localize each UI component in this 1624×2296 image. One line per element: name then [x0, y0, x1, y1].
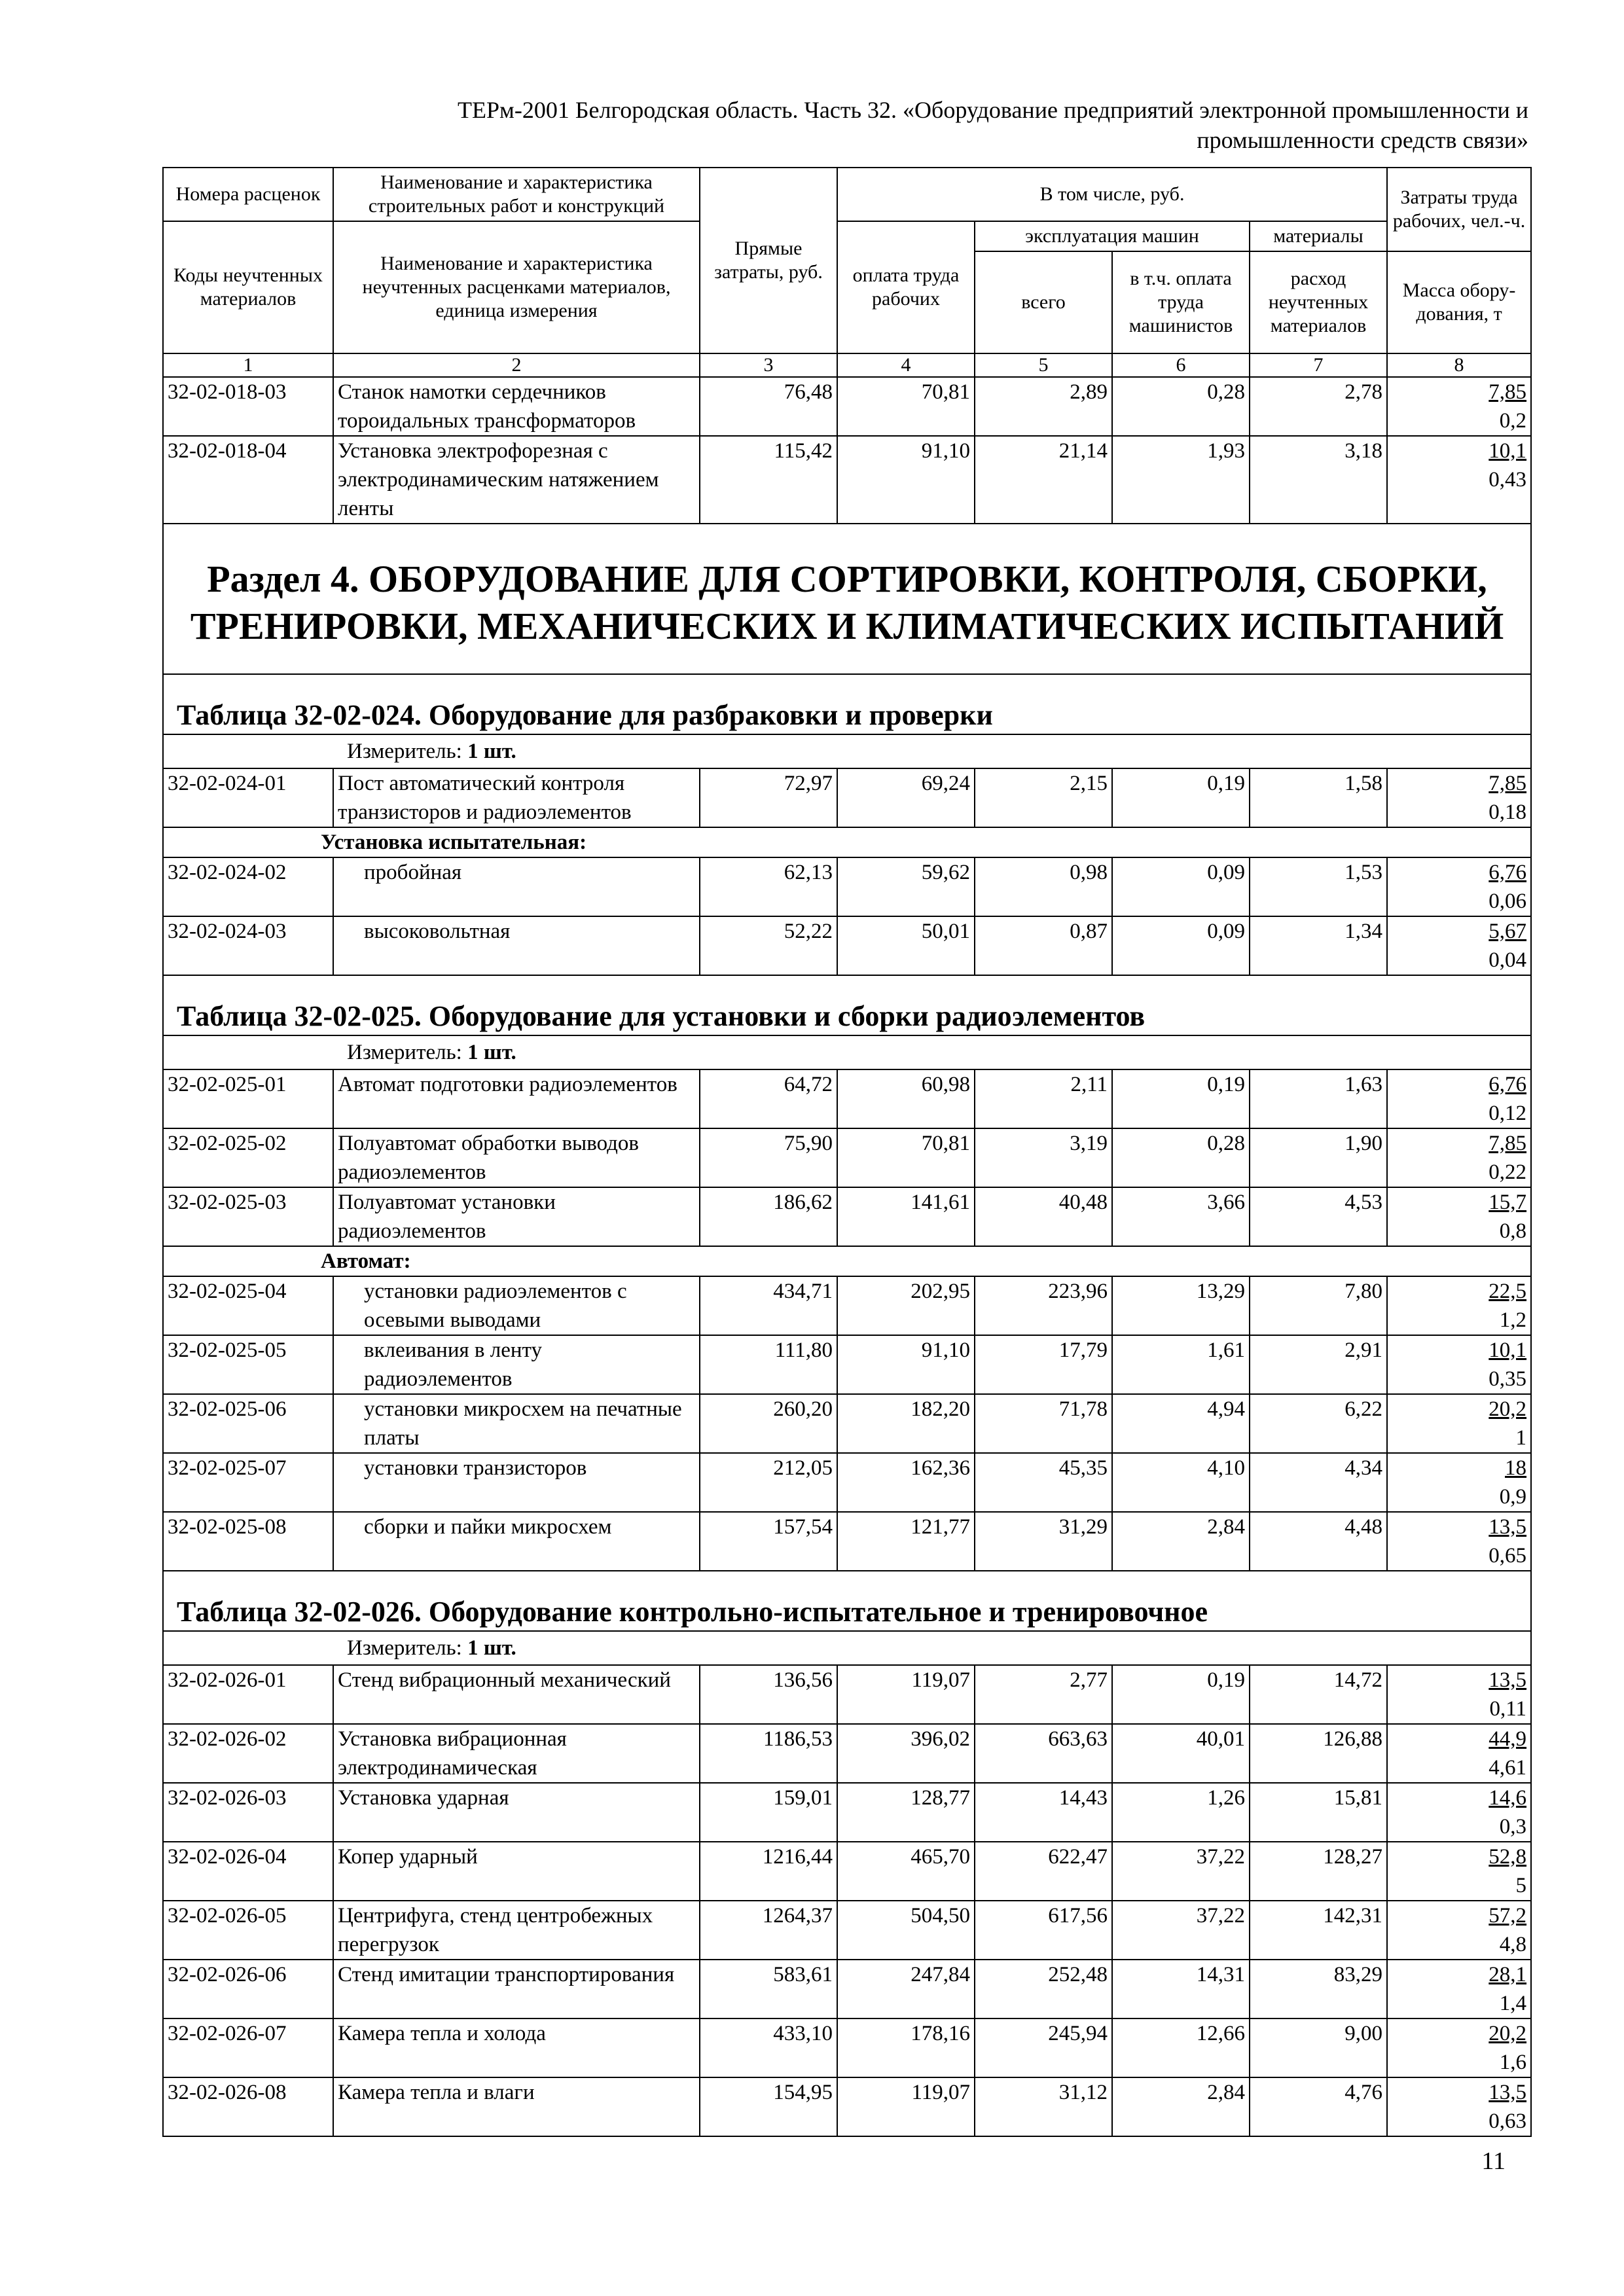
rate-code: 32-02-025-05 — [163, 1335, 333, 1394]
mass-value: 0,65 — [1489, 1544, 1527, 1568]
rate-row — [163, 1724, 1531, 1783]
rate-code: 32-02-025-08 — [163, 1512, 333, 1571]
wages: 465,70 — [837, 1842, 975, 1901]
materials-cost: 142,31 — [1250, 1901, 1387, 1960]
machines-total: 223,96 — [975, 1276, 1112, 1335]
operators-wages: 40,01 — [1112, 1724, 1250, 1783]
rate-name: Камера тепла и влаги — [333, 2077, 700, 2136]
materials-cost: 128,27 — [1250, 1842, 1387, 1901]
col-header-6: в т.ч. оплата труда машинистов — [1112, 251, 1250, 353]
rate-name: Пост автоматический контроля транзисторов и радиоэлементов — [333, 768, 700, 827]
table-header — [163, 168, 1531, 377]
mass-value: 4,8 — [1499, 1933, 1527, 1956]
machines-total: 21,14 — [975, 436, 1112, 524]
operators-wages: 0,09 — [1112, 857, 1250, 916]
materials-cost: 15,81 — [1250, 1783, 1387, 1842]
rate-name: Полуавтомат обработки выводов радиоэлементов — [333, 1128, 700, 1187]
materials-cost: 1,58 — [1250, 768, 1387, 827]
rate-name: Установка электрофорезная с электродинамическим натяжением ленты — [333, 436, 700, 524]
mass-value: 1,2 — [1499, 1308, 1527, 1332]
labor-and-mass — [1387, 1276, 1531, 1335]
machines-total: 45,35 — [975, 1453, 1112, 1512]
machines-total: 245,94 — [975, 2018, 1112, 2077]
rate-name: Копер ударный — [333, 1842, 700, 1901]
direct-cost: 72,97 — [700, 768, 837, 827]
operators-wages: 2,84 — [1112, 1512, 1250, 1571]
rate-code: 32-02-026-08 — [163, 2077, 333, 2136]
col-number: 5 — [975, 353, 1112, 377]
rate-code: 32-02-024-03 — [163, 916, 333, 975]
rate-code: 32-02-026-02 — [163, 1724, 333, 1783]
rate-row — [163, 2018, 1531, 2077]
col-header-materials: материалы — [1250, 221, 1387, 251]
col-header-7: расход неучтенных материалов — [1250, 251, 1387, 353]
rate-code: 32-02-024-02 — [163, 857, 333, 916]
machines-total: 71,78 — [975, 1394, 1112, 1453]
rate-code: 32-02-026-03 — [163, 1783, 333, 1842]
machines-total: 17,79 — [975, 1335, 1112, 1394]
rate-row — [163, 1842, 1531, 1901]
mass-value: 5 — [1515, 1874, 1527, 1897]
table-title-row — [163, 975, 1531, 1035]
labor-value: 52,8 — [1489, 1845, 1527, 1869]
operators-wages: 37,22 — [1112, 1842, 1250, 1901]
col-number: 6 — [1112, 353, 1250, 377]
rate-name: Камера тепла и холода — [333, 2018, 700, 2077]
wages: 50,01 — [837, 916, 975, 975]
operators-wages: 1,93 — [1112, 436, 1250, 524]
rate-row — [163, 768, 1531, 827]
rate-row — [163, 1960, 1531, 2018]
labor-and-mass — [1387, 1724, 1531, 1783]
labor-value: 22,5 — [1489, 1280, 1527, 1303]
rate-row — [163, 1901, 1531, 1960]
machines-total: 2,11 — [975, 1069, 1112, 1128]
rate-name: пробойная — [364, 861, 462, 884]
materials-cost: 9,00 — [1250, 2018, 1387, 2077]
rate-code: 32-02-018-03 — [163, 377, 333, 436]
wages: 91,10 — [837, 436, 975, 524]
operators-wages: 0,28 — [1112, 1128, 1250, 1187]
rate-name: Автомат подготовки радиоэлементов — [333, 1069, 700, 1128]
rate-row — [163, 1512, 1531, 1571]
labor-and-mass — [1387, 436, 1531, 524]
mass-value: 0,2 — [1499, 409, 1527, 433]
table-title-row — [163, 674, 1531, 734]
machines-total: 0,87 — [975, 916, 1112, 975]
document-header — [177, 95, 1528, 155]
measure-024 — [163, 734, 1531, 768]
section-title — [163, 524, 1531, 674]
direct-cost: 1216,44 — [700, 1842, 837, 1901]
wages: 70,81 — [837, 1128, 975, 1187]
mass-value: 0,22 — [1489, 1160, 1527, 1184]
table-title-026: Таблица 32-02-026. Оборудование контрольно-испытательное и тренировочное — [163, 1571, 1531, 1631]
materials-cost: 7,80 — [1250, 1276, 1387, 1335]
rate-row — [163, 1665, 1531, 1724]
rate-name: сборки и пайки микросхем — [364, 1515, 612, 1539]
machines-total: 2,89 — [975, 377, 1112, 436]
col-header-3: Прямые затраты, руб. — [700, 168, 837, 353]
measure-row — [163, 1631, 1531, 1665]
labor-and-mass — [1387, 1665, 1531, 1724]
labor-value: 20,2 — [1489, 2022, 1527, 2045]
measure-unit: 1 шт. — [467, 1041, 516, 1064]
labor-value: 7,85 — [1489, 380, 1527, 404]
direct-cost: 75,90 — [700, 1128, 837, 1187]
rate-name-cell — [333, 857, 700, 916]
direct-cost: 111,80 — [700, 1335, 837, 1394]
group-row — [163, 827, 1531, 857]
col-header-8a: Затраты труда рабочих, чел.-ч. — [1387, 168, 1531, 251]
table-title-025: Таблица 32-02-025. Оборудование для установки и сборки радиоэлементов — [163, 975, 1531, 1035]
materials-cost: 14,72 — [1250, 1665, 1387, 1724]
col-header-machines: эксплуатация машин — [975, 221, 1250, 251]
machines-total: 2,15 — [975, 768, 1112, 827]
labor-and-mass — [1387, 377, 1531, 436]
labor-and-mass — [1387, 1394, 1531, 1453]
rate-code: 32-02-025-04 — [163, 1276, 333, 1335]
rates-table-frame — [162, 167, 1530, 2133]
header-line-1: ТЕРм-2001 Белгородская область. Часть 32. «Оборудование предприятий электронной промышленности и — [458, 97, 1528, 123]
direct-cost: 1264,37 — [700, 1901, 837, 1960]
rate-code: 32-02-026-04 — [163, 1842, 333, 1901]
direct-cost: 62,13 — [700, 857, 837, 916]
mass-value: 1,4 — [1499, 1992, 1527, 2015]
labor-and-mass — [1387, 1512, 1531, 1571]
rate-name: Стенд вибрационный механический — [333, 1665, 700, 1724]
rate-name: Полуавтомат установки радиоэлементов — [333, 1187, 700, 1246]
rate-row — [163, 1276, 1531, 1335]
direct-cost: 212,05 — [700, 1453, 837, 1512]
wages: 119,07 — [837, 1665, 975, 1724]
rate-row — [163, 436, 1531, 524]
direct-cost: 433,10 — [700, 2018, 837, 2077]
group-label-025 — [163, 1246, 1531, 1276]
rate-code: 32-02-025-01 — [163, 1069, 333, 1128]
operators-wages: 0,19 — [1112, 1665, 1250, 1724]
rate-code: 32-02-025-06 — [163, 1394, 333, 1453]
rate-name: Установка ударная — [333, 1783, 700, 1842]
table-body — [163, 377, 1531, 2136]
mass-value: 0,43 — [1489, 468, 1527, 492]
col-header-2b: Наименование и характеристика неучтенных расценками материалов, единица измерения — [333, 221, 700, 353]
mass-value: 0,12 — [1489, 1102, 1527, 1125]
direct-cost: 583,61 — [700, 1960, 837, 2018]
operators-wages: 37,22 — [1112, 1901, 1250, 1960]
labor-value: 28,1 — [1489, 1963, 1527, 1986]
mass-value: 0,04 — [1489, 948, 1527, 972]
wages: 121,77 — [837, 1512, 975, 1571]
machines-total: 3,19 — [975, 1128, 1112, 1187]
mass-value: 1 — [1515, 1426, 1527, 1450]
rate-row — [163, 1394, 1531, 1453]
direct-cost: 186,62 — [700, 1187, 837, 1246]
rate-name: установки радиоэлементов с осевыми выводами — [364, 1280, 627, 1332]
operators-wages: 14,31 — [1112, 1960, 1250, 2018]
labor-and-mass — [1387, 768, 1531, 827]
wages: 202,95 — [837, 1276, 975, 1335]
section-heading-row — [163, 524, 1531, 674]
rate-name-cell — [333, 916, 700, 975]
measure-unit: 1 шт. — [467, 1636, 516, 1660]
rate-row — [163, 916, 1531, 975]
rate-name-cell — [333, 1276, 700, 1335]
labor-value: 6,76 — [1489, 861, 1527, 884]
labor-value: 18 — [1505, 1456, 1527, 1480]
labor-value: 7,85 — [1489, 1132, 1527, 1155]
rate-row — [163, 1187, 1531, 1246]
wages: 504,50 — [837, 1901, 975, 1960]
labor-and-mass — [1387, 1960, 1531, 2018]
direct-cost: 434,71 — [700, 1276, 837, 1335]
direct-cost: 159,01 — [700, 1783, 837, 1842]
col-header-2a: Наименование и характеристика строительных работ и конструкций — [333, 168, 700, 221]
rate-row — [163, 1069, 1531, 1128]
labor-and-mass — [1387, 1335, 1531, 1394]
materials-cost: 83,29 — [1250, 1960, 1387, 2018]
section-title-line-2: ТРЕНИРОВКИ, МЕХАНИЧЕСКИХ И КЛИМАТИЧЕСКИХ ИСПЫТАНИЙ — [190, 605, 1504, 647]
rate-row — [163, 857, 1531, 916]
mass-value: 0,3 — [1499, 1815, 1527, 1839]
materials-cost: 3,18 — [1250, 436, 1387, 524]
col-number: 7 — [1250, 353, 1387, 377]
group-row — [163, 1246, 1531, 1276]
labor-value: 13,5 — [1489, 2081, 1527, 2104]
col-header-in-total: В том числе, руб. — [837, 168, 1387, 221]
labor-and-mass — [1387, 1128, 1531, 1187]
wages: 70,81 — [837, 377, 975, 436]
labor-value: 13,5 — [1489, 1515, 1527, 1539]
rate-name: установки транзисторов — [364, 1456, 587, 1480]
materials-cost: 1,34 — [1250, 916, 1387, 975]
wages: 59,62 — [837, 857, 975, 916]
wages: 247,84 — [837, 1960, 975, 2018]
rate-code: 32-02-026-05 — [163, 1901, 333, 1960]
col-number: 8 — [1387, 353, 1531, 377]
table-title-row — [163, 1571, 1531, 1631]
machines-total: 0,98 — [975, 857, 1112, 916]
measure-label: Измеритель: — [347, 1041, 462, 1064]
rates-table — [162, 167, 1532, 2137]
col-number: 4 — [837, 353, 975, 377]
wages: 182,20 — [837, 1394, 975, 1453]
wages: 162,36 — [837, 1453, 975, 1512]
measure-unit: 1 шт. — [467, 740, 516, 763]
rate-code: 32-02-024-01 — [163, 768, 333, 827]
operators-wages: 1,61 — [1112, 1335, 1250, 1394]
machines-total: 663,63 — [975, 1724, 1112, 1783]
rate-name: вклеивания в ленту радиоэлементов — [364, 1338, 543, 1391]
rate-name: Центрифуга, стенд центробежных перегрузок — [333, 1901, 700, 1960]
mass-value: 0,9 — [1499, 1485, 1527, 1509]
materials-cost: 1,90 — [1250, 1128, 1387, 1187]
materials-cost: 4,48 — [1250, 1512, 1387, 1571]
col-header-8b: Масса обору-дования, т — [1387, 251, 1531, 353]
operators-wages: 13,29 — [1112, 1276, 1250, 1335]
mass-value: 0,35 — [1489, 1367, 1527, 1391]
operators-wages: 0,09 — [1112, 916, 1250, 975]
mass-value: 4,61 — [1489, 1756, 1527, 1780]
labor-value: 20,2 — [1489, 1397, 1527, 1421]
materials-cost: 1,53 — [1250, 857, 1387, 916]
mass-value: 0,06 — [1489, 889, 1527, 913]
direct-cost: 115,42 — [700, 436, 837, 524]
labor-value: 6,76 — [1489, 1073, 1527, 1096]
rate-name-cell — [333, 1335, 700, 1394]
operators-wages: 0,19 — [1112, 1069, 1250, 1128]
section-title-line-1: Раздел 4. ОБОРУДОВАНИЕ ДЛЯ СОРТИРОВКИ, КОНТРОЛЯ, СБОРКИ, — [207, 558, 1487, 600]
machines-total: 40,48 — [975, 1187, 1112, 1246]
rate-name-cell — [333, 1453, 700, 1512]
rate-name: установки микросхем на печатные платы — [364, 1397, 682, 1450]
materials-cost: 4,76 — [1250, 2077, 1387, 2136]
measure-026 — [163, 1631, 1531, 1665]
materials-cost: 126,88 — [1250, 1724, 1387, 1783]
rate-code: 32-02-026-06 — [163, 1960, 333, 2018]
wages: 396,02 — [837, 1724, 975, 1783]
col-header-1b: Коды неучтенных материалов — [163, 221, 333, 353]
wages: 141,61 — [837, 1187, 975, 1246]
materials-cost: 2,91 — [1250, 1335, 1387, 1394]
labor-and-mass — [1387, 1783, 1531, 1842]
col-header-4: оплата труда рабочих — [837, 221, 975, 353]
materials-cost: 4,34 — [1250, 1453, 1387, 1512]
rate-code: 32-02-025-03 — [163, 1187, 333, 1246]
wages: 128,77 — [837, 1783, 975, 1842]
labor-value: 57,2 — [1489, 1904, 1527, 1928]
direct-cost: 260,20 — [700, 1394, 837, 1453]
direct-cost: 64,72 — [700, 1069, 837, 1128]
labor-and-mass — [1387, 1187, 1531, 1246]
measure-025 — [163, 1035, 1531, 1069]
labor-value: 5,67 — [1489, 920, 1527, 943]
measure-label: Измеритель: — [347, 740, 462, 763]
mass-value: 0,18 — [1489, 800, 1527, 824]
direct-cost: 157,54 — [700, 1512, 837, 1571]
machines-total: 617,56 — [975, 1901, 1112, 1960]
materials-cost: 4,53 — [1250, 1187, 1387, 1246]
mass-value: 0,11 — [1489, 1697, 1527, 1721]
labor-and-mass — [1387, 857, 1531, 916]
wages: 178,16 — [837, 2018, 975, 2077]
labor-value: 10,1 — [1489, 1338, 1527, 1362]
operators-wages: 3,66 — [1112, 1187, 1250, 1246]
wages: 69,24 — [837, 768, 975, 827]
rate-code: 32-02-026-01 — [163, 1665, 333, 1724]
group-label-024 — [163, 827, 1531, 857]
measure-row — [163, 734, 1531, 768]
header-line-2: промышленности средств связи» — [1197, 127, 1528, 153]
rate-code: 32-02-018-04 — [163, 436, 333, 524]
labor-value: 7,85 — [1489, 772, 1527, 795]
rate-row — [163, 1335, 1531, 1394]
mass-value: 0,8 — [1499, 1219, 1527, 1243]
operators-wages: 4,94 — [1112, 1394, 1250, 1453]
wages: 60,98 — [837, 1069, 975, 1128]
rate-name-cell — [333, 1512, 700, 1571]
operators-wages: 12,66 — [1112, 2018, 1250, 2077]
rate-code: 32-02-025-02 — [163, 1128, 333, 1187]
col-header-5: всего — [975, 251, 1112, 353]
direct-cost: 136,56 — [700, 1665, 837, 1724]
group-label-text: Автомат: — [321, 1249, 411, 1273]
measure-row — [163, 1035, 1531, 1069]
labor-value: 13,5 — [1489, 1668, 1527, 1692]
rate-row — [163, 1453, 1531, 1512]
direct-cost: 52,22 — [700, 916, 837, 975]
labor-and-mass — [1387, 2018, 1531, 2077]
rate-code: 32-02-025-07 — [163, 1453, 333, 1512]
rate-code: 32-02-026-07 — [163, 2018, 333, 2077]
materials-cost: 2,78 — [1250, 377, 1387, 436]
rate-row — [163, 1128, 1531, 1187]
group-label-text: Установка испытательная: — [321, 831, 587, 854]
machines-total: 14,43 — [975, 1783, 1112, 1842]
labor-value: 14,6 — [1489, 1786, 1527, 1810]
rate-row — [163, 1783, 1531, 1842]
col-number: 1 — [163, 353, 333, 377]
direct-cost: 76,48 — [700, 377, 837, 436]
materials-cost: 6,22 — [1250, 1394, 1387, 1453]
rate-row — [163, 2077, 1531, 2136]
rate-name: Установка вибрационная электродинамическая — [333, 1724, 700, 1783]
mass-value: 1,6 — [1499, 2051, 1527, 2074]
machines-total: 252,48 — [975, 1960, 1112, 2018]
materials-cost: 1,63 — [1250, 1069, 1387, 1128]
machines-total: 2,77 — [975, 1665, 1112, 1724]
wages: 119,07 — [837, 2077, 975, 2136]
page-number: 11 — [1481, 2147, 1506, 2175]
labor-value: 10,1 — [1489, 439, 1527, 463]
labor-and-mass — [1387, 1842, 1531, 1901]
machines-total: 31,12 — [975, 2077, 1112, 2136]
rate-name-cell — [333, 1394, 700, 1453]
labor-and-mass — [1387, 1901, 1531, 1960]
rate-name: Станок намотки сердечников тороидальных трансформаторов — [333, 377, 700, 436]
direct-cost: 1186,53 — [700, 1724, 837, 1783]
mass-value: 0,63 — [1489, 2109, 1527, 2133]
operators-wages: 2,84 — [1112, 2077, 1250, 2136]
labor-and-mass — [1387, 1453, 1531, 1512]
col-number: 2 — [333, 353, 700, 377]
machines-total: 31,29 — [975, 1512, 1112, 1571]
labor-value: 15,7 — [1489, 1191, 1527, 1214]
operators-wages: 0,28 — [1112, 377, 1250, 436]
table-title-024: Таблица 32-02-024. Оборудование для разбраковки и проверки — [163, 674, 1531, 734]
machines-total: 622,47 — [975, 1842, 1112, 1901]
labor-value: 44,9 — [1489, 1727, 1527, 1751]
operators-wages: 0,19 — [1112, 768, 1250, 827]
labor-and-mass — [1387, 2077, 1531, 2136]
direct-cost: 154,95 — [700, 2077, 837, 2136]
labor-and-mass — [1387, 916, 1531, 975]
rate-row — [163, 377, 1531, 436]
rate-name: Стенд имитации транспортирования — [333, 1960, 700, 2018]
measure-label: Измеритель: — [347, 1636, 462, 1660]
rate-name: высоковольтная — [364, 920, 511, 943]
labor-and-mass — [1387, 1069, 1531, 1128]
col-header-1a: Номера расценок — [163, 168, 333, 221]
operators-wages: 1,26 — [1112, 1783, 1250, 1842]
col-number: 3 — [700, 353, 837, 377]
wages: 91,10 — [837, 1335, 975, 1394]
column-numbers-row — [163, 353, 1531, 377]
operators-wages: 4,10 — [1112, 1453, 1250, 1512]
